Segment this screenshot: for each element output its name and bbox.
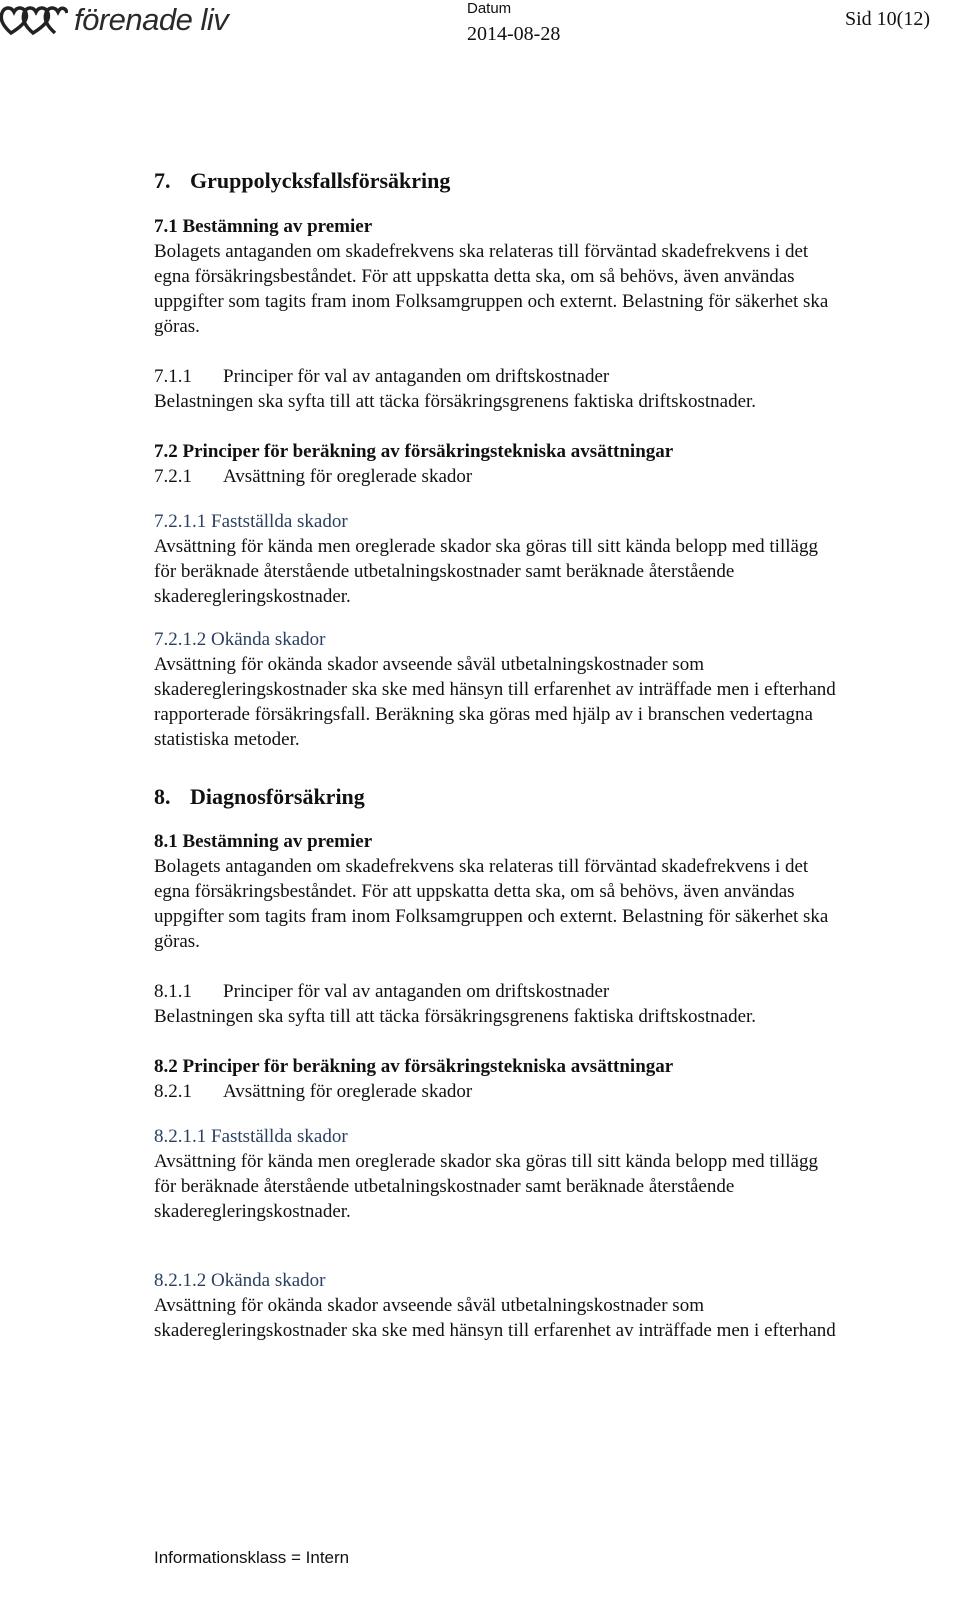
- subsection-number: 7.1.1: [154, 366, 192, 387]
- paragraph-line: Bolagets antaganden om skadefrekvens ska relateras till förväntad skadefrekvens i det: [154, 241, 809, 262]
- subsection-7-1-heading: 7.1 Bestämning av premier: [154, 216, 373, 237]
- subsection-8-2-heading: 8.2 Principer för beräkning av försäkringstekniska avsättningar: [154, 1056, 674, 1077]
- page-number: Sid 10(12): [845, 8, 930, 30]
- paragraph-line: Avsättning för kända men oreglerade skador ska göras till sitt kända belopp med tillägg: [154, 1151, 818, 1172]
- paragraph-line: rapporterade försäkringsfall. Beräkning ska göras med hjälp av i branschen vedertagna: [154, 704, 813, 725]
- paragraph-line: statistiska metoder.: [154, 729, 300, 750]
- paragraph-line: Bolagets antaganden om skadefrekvens ska relateras till förväntad skadefrekvens i det: [154, 856, 809, 877]
- date-label: Datum: [467, 0, 512, 17]
- paragraph-line: uppgifter som tagits fram inom Folksamgruppen och externt. Belastning för säkerhet ska: [154, 291, 829, 312]
- paragraph-line: skaderegleringskostnader ska ske med hänsyn till erfarenhet av inträffade men i efterhand: [154, 679, 836, 700]
- paragraph-line: egna försäkringsbeståndet. För att uppskatta detta ska, om så behövs, även användas: [154, 266, 795, 287]
- company-logo: [0, 0, 228, 40]
- subsection-title: Principer för val av antaganden om driftskostnader: [223, 981, 610, 1002]
- section-number: 7.: [154, 168, 171, 193]
- hearts-logo-icon: [0, 3, 68, 37]
- subsection-8-1-heading: 8.1 Bestämning av premier: [154, 831, 373, 852]
- paragraph-line: uppgifter som tagits fram inom Folksamgruppen och externt. Belastning för säkerhet ska: [154, 906, 829, 927]
- subsection-7-2-1-1-heading: 7.2.1.1 Fastställda skador: [154, 511, 348, 532]
- subsection-7-2-1-2-heading: 7.2.1.2 Okända skador: [154, 629, 326, 650]
- date-value: 2014-08-28: [467, 23, 561, 45]
- section-7-heading: [154, 168, 450, 194]
- logo-text: förenade liv: [74, 2, 229, 37]
- subsection-number: 8.2.1: [154, 1081, 192, 1102]
- paragraph-line: Avsättning för okända skador avseende såväl utbetalningskostnader som: [154, 654, 704, 675]
- paragraph-line: göras.: [154, 931, 200, 952]
- paragraph-line: egna försäkringsbeståndet. För att uppskatta detta ska, om så behövs, även användas: [154, 881, 795, 902]
- paragraph-line: för beräknade återstående utbetalningskostnader samt beräknade återstående: [154, 561, 735, 582]
- paragraph-line: skaderegleringskostnader.: [154, 1201, 351, 1222]
- paragraph-line: Avsättning för okända skador avseende såväl utbetalningskostnader som: [154, 1295, 704, 1316]
- paragraph-line: för beräknade återstående utbetalningskostnader samt beräknade återstående: [154, 1176, 735, 1197]
- subsection-8-2-1-1-heading: 8.2.1.1 Fastställda skador: [154, 1126, 348, 1147]
- paragraph-line: skaderegleringskostnader ska ske med hänsyn till erfarenhet av inträffade men i efterhand: [154, 1320, 836, 1341]
- subsection-7-2-1-heading: [154, 464, 472, 489]
- section-title: Diagnosförsäkring: [190, 784, 365, 809]
- subsection-8-2-1-2-heading: 8.2.1.2 Okända skador: [154, 1270, 326, 1291]
- subsection-8-2-1-heading: [154, 1079, 472, 1104]
- subsection-title: Avsättning för oreglerade skador: [223, 466, 473, 487]
- information-class-footer: Informationsklass = Intern: [154, 1548, 350, 1567]
- subsection-title: Avsättning för oreglerade skador: [223, 1081, 473, 1102]
- section-8-heading: [154, 784, 365, 810]
- subsection-7-2-heading: 7.2 Principer för beräkning av försäkringstekniska avsättningar: [154, 441, 674, 462]
- paragraph-line: Avsättning för kända men oreglerade skador ska göras till sitt kända belopp med tillägg: [154, 536, 818, 557]
- subsection-number: 8.1.1: [154, 981, 192, 1002]
- paragraph-line: skaderegleringskostnader.: [154, 586, 351, 607]
- subsection-number: 7.2.1: [154, 466, 192, 487]
- paragraph-line: Belastningen ska syfta till att täcka försäkringsgrenens faktiska driftskostnader.: [154, 391, 757, 412]
- section-title: Gruppolycksfallsförsäkring: [190, 168, 451, 193]
- subsection-7-1-1-heading: [154, 364, 609, 389]
- paragraph-line: Belastningen ska syfta till att täcka försäkringsgrenens faktiska driftskostnader.: [154, 1006, 757, 1027]
- paragraph-line: göras.: [154, 316, 200, 337]
- subsection-8-1-1-heading: [154, 979, 609, 1004]
- subsection-title: Principer för val av antaganden om driftskostnader: [223, 366, 610, 387]
- section-number: 8.: [154, 784, 171, 809]
